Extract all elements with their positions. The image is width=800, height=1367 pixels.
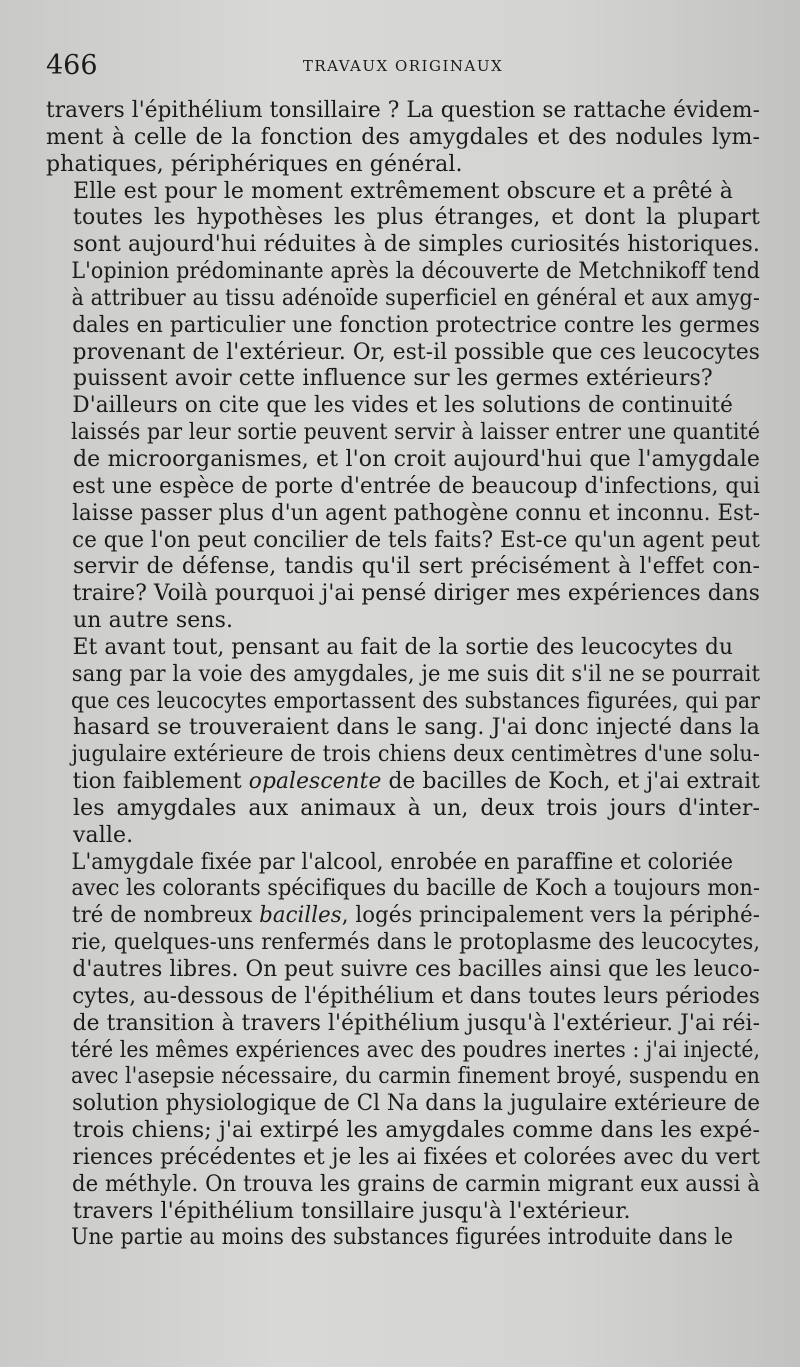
text-line: provenant de l'extérieur. Or, est-il possible que ces leucocytes <box>72 339 760 365</box>
text-line: travers l'épithélium tonsillaire ? La question se rattache évidem- <box>46 98 760 123</box>
text-line: ment à celle de la fonction des amygdales et des nodules lym- <box>46 124 761 150</box>
text-line: phatiques, périphériques en général. <box>46 151 463 177</box>
line-segment: tré de nombreux <box>71 903 253 929</box>
text-line: rie, quelques-uns renfermés dans le protoplasme des leucocytes, <box>71 930 761 956</box>
text-line: avec les colorants spécifiques du bacille de Koch a toujours mon- <box>71 876 761 902</box>
text-line: puissent avoir cette influence sur les germes extérieurs? <box>73 366 713 392</box>
text-line: les amygdales aux animaux à un, deux trois jours d'inter- <box>73 795 761 821</box>
italic-term: bacilles <box>259 903 342 929</box>
line-segment: tion faiblement <box>72 769 242 795</box>
line-segment: , logés principalement vers la périphé- <box>341 903 760 929</box>
text-line: de méthyle. On trouva les grains de carmin migrant eux aussi à <box>71 1171 760 1197</box>
paragraph-3 <box>46 393 760 635</box>
text-line: sang par la voie des amygdales, je me suis dit s'il ne se pourrait <box>71 661 760 687</box>
paragraph-6 <box>46 1225 760 1252</box>
text-line <box>46 769 760 796</box>
text-line: L'opinion prédominante après la découverte de Metchnikoff tend <box>71 259 761 285</box>
text-line: jugulaire extérieure de trois chiens deux centimètres d'une solu- <box>71 742 761 768</box>
text-line: riences précédentes et je les ai fixées et colorées avec du vert <box>72 1144 760 1170</box>
text-line: Elle est pour le moment extrêmement obscure et a prêté à <box>73 178 733 204</box>
text-line: valle. <box>73 822 134 848</box>
text-line: traire? Voilà pourquoi j'ai pensé diriger mes expériences dans <box>72 581 761 607</box>
text-line: un autre sens. <box>73 608 234 634</box>
body-text <box>46 98 760 1252</box>
text-line: est une espèce de porte d'entrée de beaucoup d'infections, qui <box>72 473 761 499</box>
text-line: servir de défense, tandis qu'il sert précisément à l'effet con- <box>73 554 760 580</box>
text-line: travers l'épithélium tonsillaire jusqu'à l'extérieur. <box>73 1198 631 1224</box>
text-line: hasard se trouveraient dans le sang. J'ai donc injecté dans la <box>73 715 760 741</box>
text-line: sont aujourd'hui réduites à de simples curiosités historiques. <box>72 232 761 258</box>
paragraph-4 <box>46 635 760 850</box>
paragraph-1 <box>46 98 760 179</box>
text-line: à attribuer au tissu adénoïde superficiel en général et aux amyg- <box>71 285 761 311</box>
text-line <box>46 903 760 930</box>
text-line: de transition à travers l'épithélium jusqu'à l'extérieur. J'ai réi- <box>72 1010 761 1036</box>
text-line: de microorganismes, et l'on croit aujourd'hui que l'amygdale <box>73 446 761 472</box>
text-line: cytes, au-dessous de l'épithélium et dans toutes leurs périodes <box>72 983 760 1009</box>
text-line: laisse passer plus d'un agent pathogène connu et inconnu. Est- <box>72 500 761 526</box>
text-line: laissés par leur sortie peuvent servir à laisser entrer une quantité <box>71 420 760 446</box>
text-line: avec l'asepsie nécessaire, du carmin finement broyé, suspendu en <box>70 1064 761 1090</box>
text-line: D'ailleurs on cite que les vides et les solutions de continuité <box>72 393 733 419</box>
text-line: solution physiologique de Cl Na dans la jugulaire extérieure de <box>72 1091 761 1117</box>
text-line: toutes les hypothèses les plus étranges, et dont la plupart <box>73 205 760 231</box>
running-title: TRAVAUX ORIGINAUX <box>302 57 504 75</box>
text-line: L'amygdale fixée par l'alcool, enrobée en paraffine et coloriée <box>71 849 733 875</box>
text-line: téré les mêmes expériences avec des poudres inertes : j'ai injecté, <box>70 1037 760 1063</box>
text-line: dales en particulier une fonction protectrice contre les germes <box>72 312 760 338</box>
text-line: Une partie au moins des substances figurées introduite dans le <box>71 1225 734 1251</box>
page-number: 466 <box>46 50 98 81</box>
text-line: que ces leucocytes emportassent des substances figurées, qui par <box>71 688 761 714</box>
paragraph-5 <box>46 850 760 1226</box>
running-head <box>46 48 760 88</box>
paragraph-2 <box>46 179 760 394</box>
italic-term: opalescente <box>248 769 382 795</box>
text-line: trois chiens; j'ai extirpé les amygdales comme dans les expé- <box>73 1118 760 1144</box>
text-line: Et avant tout, pensant au fait de la sortie des leucocytes du <box>72 634 734 660</box>
text-line: d'autres libres. On peut suivre ces bacilles ainsi que les leuco- <box>72 957 761 982</box>
line-segment: de bacilles de Koch, et j'ai extrait <box>381 769 760 795</box>
text-line: ce que l'on peut concilier de tels faits? Est-ce qu'un agent peut <box>72 527 760 553</box>
